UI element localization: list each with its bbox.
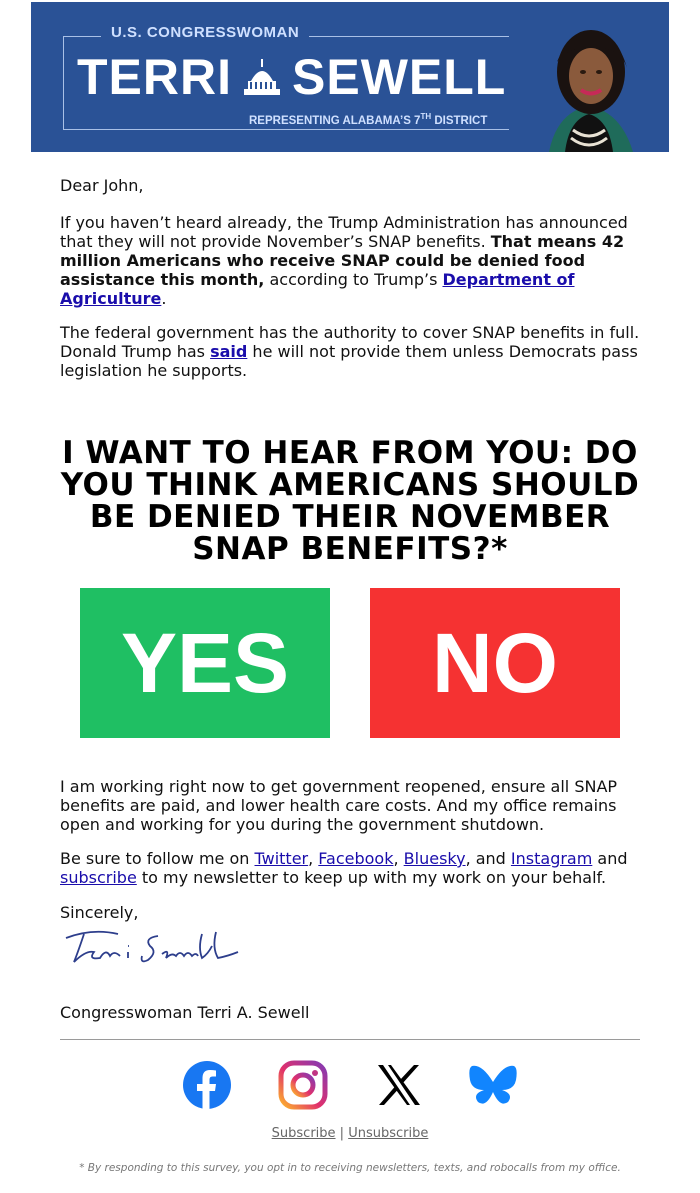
footer-unsubscribe-link[interactable]: Unsubscribe: [348, 1126, 429, 1141]
instagram-link[interactable]: Instagram: [510, 849, 593, 868]
paragraph-working: I am working right now to get government reopened, ensure all SNAP benefits are paid, and lower health care costs. And my office remains open and working for you during the government shutdown.: [60, 777, 618, 834]
signer-name: Congresswoman Terri A. Sewell: [60, 1003, 310, 1022]
department-of-agriculture-link[interactable]: Department of Agriculture: [60, 270, 575, 308]
survey-headline: I WANT TO HEAR FROM YOU: DO YOU THINK AMERICANS SHOULD BE DENIED THEIR NOVEMBER SNAP BENEFITS?*: [60, 435, 640, 567]
paragraph-federal-authority: The federal government has the authority to cover SNAP benefits in full. Donald Trump has said he will not provide them unless Democrats pass legislation he supports.: [60, 323, 640, 380]
banner-first-name: TERRI: [77, 49, 232, 105]
capitol-icon: [240, 55, 284, 99]
facebook-link[interactable]: Facebook: [318, 849, 394, 868]
bluesky-link[interactable]: Bluesky: [403, 849, 466, 868]
paragraph-snap-announcement: If you haven’t heard already, the Trump Administration has announced that they will not provide November’s SNAP benefits. That means 42 million Americans who receive SNAP could be denied food assistance this month, according to Trump’s Department of Agriculture.: [60, 213, 628, 308]
footer-subscribe-link[interactable]: Subscribe: [271, 1126, 336, 1141]
subscribe-link[interactable]: subscribe: [60, 868, 137, 887]
footer-divider: [60, 1039, 640, 1040]
no-button[interactable]: NO: [370, 588, 620, 738]
banner-subtitle: REPRESENTING ALABAMA’S 7TH DISTRICT: [243, 112, 493, 127]
survey-disclaimer: * By responding to this survey, you opt in to receiving newsletters, texts, and robocalls from my office.: [79, 1162, 621, 1174]
greeting: Dear John,: [60, 176, 144, 195]
twitter-link[interactable]: Twitter: [254, 849, 309, 868]
header-banner: [31, 2, 669, 152]
signature-image: [62, 922, 262, 972]
signoff: Sincerely,: [60, 903, 139, 922]
said-link[interactable]: said: [210, 342, 248, 361]
facebook-icon[interactable]: [182, 1060, 232, 1110]
x-icon[interactable]: [374, 1060, 424, 1110]
congresswoman-portrait: [509, 2, 669, 152]
paragraph-follow: Be sure to follow me on Twitter, Facebook, Bluesky, and Instagram and subscribe to my newsletter to keep up with my work on your behalf.: [60, 849, 628, 887]
banner-last-name: SEWELL: [292, 49, 507, 105]
instagram-icon[interactable]: [278, 1060, 328, 1110]
banner-name: [77, 48, 517, 106]
banner-title-line: U.S. CONGRESSWOMAN: [101, 24, 309, 41]
footer-links: Subscribe | Unsubscribe: [271, 1126, 429, 1141]
bluesky-icon[interactable]: [468, 1060, 518, 1110]
emphasis-42-million: That means 42 million Americans who receive SNAP could be denied food assistance this month,: [60, 232, 625, 289]
yes-button[interactable]: YES: [80, 588, 330, 738]
